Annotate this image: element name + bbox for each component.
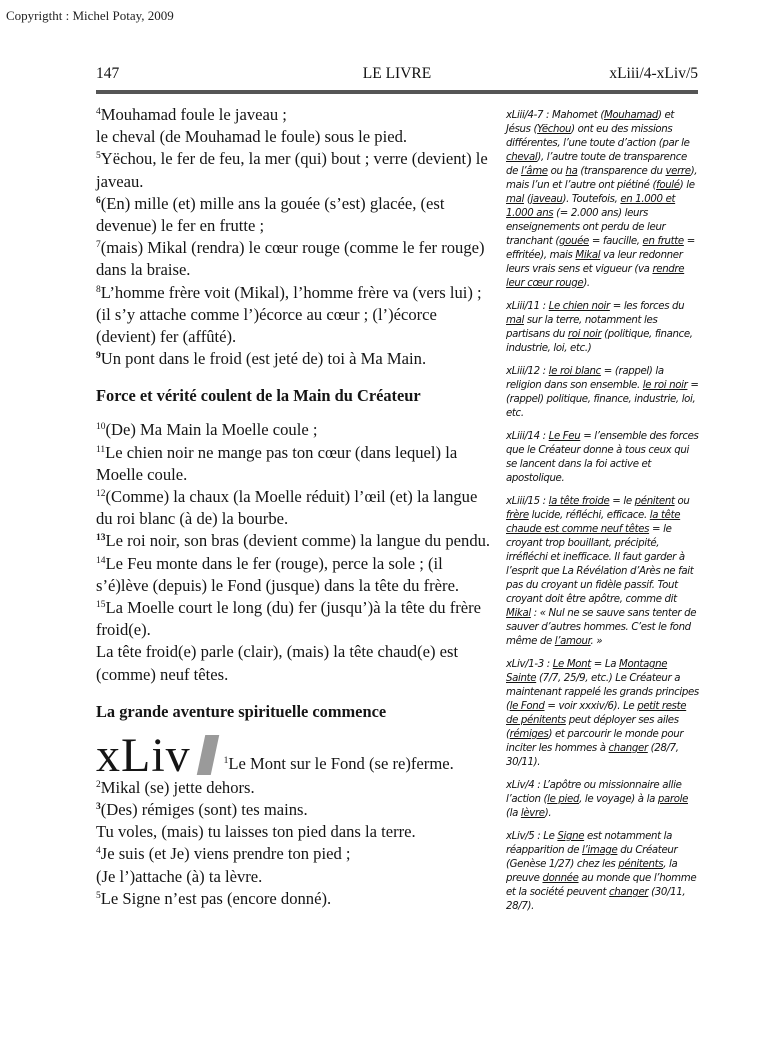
note-key-term: donnée	[542, 873, 579, 884]
commentary-column	[506, 109, 700, 923]
note-text: au monde que l’homme et la société peuvent	[506, 873, 697, 898]
note-key-term: le roi blanc	[548, 366, 601, 377]
verse-text: (Comme) la chaux (la Moelle réduit) l’œil (et) la langue du roi blanc (à de) la bourbe.	[96, 487, 478, 529]
verse	[96, 442, 494, 486]
note-key-term: Montagne Sainte	[506, 659, 668, 684]
note-text: ).	[544, 808, 552, 819]
note-text: xLiii/11 :	[506, 301, 549, 312]
note-key-term: en 1.000 et 1.000 ans	[506, 194, 676, 219]
note-text: ou	[674, 496, 690, 507]
note-text: (transparence du	[577, 166, 666, 177]
note-key-term: Yëchou	[537, 124, 572, 135]
verse	[96, 237, 494, 281]
verse-text: Je suis (et Je) viens prendre ton pied ;	[100, 844, 351, 864]
verse-text: La Moelle court le long (du) fer (jusqu’)à la tête du frère froid(e).	[96, 598, 481, 640]
page-title: LE LIVRE	[362, 65, 432, 82]
verse-text: Le roi noir, son bras (devient comme) la langue du pendu.	[105, 531, 491, 551]
note-text: = (rappel) politique, finance, industrie, loi, etc.	[506, 380, 699, 419]
note-text: lucide, réfléchi, efficace.	[528, 510, 650, 521]
note-text: = (rappel) la religion dans son ensemble.	[506, 366, 664, 391]
note-text: xLiii/12 :	[506, 366, 549, 377]
verse-group-b	[96, 419, 494, 685]
verse-text: le cheval (de Mouhamad le foule) sous le pied.	[96, 127, 408, 147]
verse	[96, 530, 494, 552]
verse-number: 14	[96, 555, 106, 566]
note-text: ), mais l’un et l’autre ont piétiné (	[506, 166, 698, 191]
note-key-term: l’amour	[554, 636, 591, 647]
note-text: = l’ensemble des forces que le Créateur donne à tous ceux qui se lancent dans la foi active et apostolique.	[506, 431, 699, 484]
verse	[96, 597, 494, 641]
verse	[96, 486, 494, 530]
note-text: = faucille,	[588, 236, 643, 247]
note-key-term: pénitent	[634, 496, 675, 507]
note-text: est notamment la réapparition de	[506, 831, 673, 856]
note-text: = La	[590, 659, 619, 670]
commentary-note	[506, 495, 700, 649]
chapter-title: xLiv	[96, 728, 191, 782]
note-text: va leur redonner leurs vrais sens et vigueur (va	[506, 250, 683, 275]
verse-group-a	[96, 104, 494, 370]
note-key-term: frère	[506, 510, 529, 521]
main-text-column	[96, 104, 494, 910]
note-key-term: ha	[565, 166, 578, 177]
verse-text: Mikal (se) jette dehors.	[100, 777, 255, 797]
note-key-term: le pied	[547, 794, 580, 805]
note-key-term: cheval	[506, 152, 538, 163]
verse-text: Un pont dans le froid (est jeté de) toi à Ma Main.	[100, 349, 427, 369]
verse-number: 8	[96, 284, 101, 295]
verse-number: 11	[96, 444, 106, 455]
note-text: = les forces du	[609, 301, 685, 312]
verse-number: 15	[96, 600, 106, 611]
verse-text: (mais) Mikal (rendra) le cœur rouge (comme le fer rouge) dans la braise.	[96, 238, 485, 280]
verse-text: Tu voles, (mais) tu laisses ton pied dans la terre.	[96, 822, 416, 842]
commentary-note	[506, 109, 700, 291]
note-text: ), l’autre toute de transparence de	[506, 152, 687, 177]
verse-text: Mouhamad foule le javeau ;	[100, 105, 287, 124]
note-key-term: Le Feu	[548, 431, 581, 442]
commentary-note	[506, 300, 700, 356]
note-key-term: Mikal	[575, 250, 601, 261]
note-key-term: en frutte	[642, 236, 684, 247]
note-key-term: verre	[665, 166, 691, 177]
note-key-term: roi noir	[567, 329, 602, 340]
note-text: : « Nul ne se sauve sans tenter de sauver d’autres hommes. C’est le fond même de	[506, 608, 697, 647]
note-key-term: la tête chaude est comme neuf têtes	[506, 510, 681, 535]
note-text: ).	[583, 278, 590, 289]
note-text: ) et Jésus (	[506, 110, 675, 135]
verse-number: 6	[96, 195, 101, 206]
verse-number: 4	[96, 846, 101, 857]
note-key-term: rendre leur cœur rouge	[506, 264, 685, 289]
verse	[96, 126, 494, 148]
note-text: xLiv/1-3 :	[506, 659, 553, 670]
header-rule	[96, 90, 698, 94]
verse-text: L’homme frère voit (Mikal), l’homme frère va (vers lui) ; (il s’y attache comme l’)écorce au cœur ; (l’)écorce (devient) fer (affûté).	[96, 282, 482, 347]
verse	[96, 553, 494, 597]
note-key-term: Mikal	[506, 608, 531, 619]
verse-text: (De) Ma Main la Moelle coule ;	[105, 420, 318, 440]
note-text: ) ont eu des missions différentes, l’une toute d’action (par le	[506, 124, 690, 149]
note-text: (	[523, 194, 531, 205]
verse	[96, 148, 494, 192]
note-key-term: l’âme	[520, 166, 548, 177]
note-key-term: rémiges	[509, 729, 549, 740]
verse	[96, 799, 494, 821]
chapter-start	[96, 728, 494, 782]
note-text: xLiv/5 : Le	[506, 831, 558, 842]
verse-number: 5	[96, 151, 101, 162]
verse-group-c	[96, 777, 494, 910]
note-text: = le croyant trop bouillant, précipité, irréfléchi et inefficace. Il faut garder à l’esprit que La Révélation d’Arès ne fait pas du croyant un fidèle passif. Tout croyant doit être apôtre, comme dit	[506, 524, 694, 605]
verse-number: 13	[96, 533, 106, 544]
verse-number: 9	[96, 351, 101, 362]
page-reference: xLiii/4-xLiv/5	[609, 65, 698, 82]
note-text: ou	[547, 166, 566, 177]
note-text: peut déployer ses ailes (	[506, 715, 679, 740]
note-text: xLiii/15 :	[506, 496, 549, 507]
note-key-term: Le Mont	[552, 659, 591, 670]
verse-text: Le Signe n’est pas (encore donné).	[100, 888, 332, 908]
note-key-term: petit reste de pénitents	[506, 701, 687, 726]
note-text: (la	[506, 808, 521, 819]
note-text: (politique, finance, industrie, loi, etc.)	[506, 329, 693, 354]
note-text: , le voyage) à la	[579, 794, 658, 805]
note-text: ). Toutefois,	[562, 194, 621, 205]
note-text: = voir xxxiv/6). Le	[544, 701, 638, 712]
note-text: xLiii/14 :	[506, 431, 549, 442]
note-key-term: javeau	[530, 194, 563, 205]
commentary-note	[506, 430, 700, 486]
verse-number: 2	[96, 779, 101, 790]
note-text: xLiii/4-7 : Mahomet (	[506, 110, 604, 121]
page-number: 147	[96, 65, 120, 82]
verse-text: La tête froid(e) parle (clair), (mais) la tête chaud(e) est (comme) neuf têtes.	[96, 642, 459, 684]
verse	[96, 419, 494, 441]
note-text: , la preuve	[506, 859, 678, 884]
commentary-note	[506, 830, 700, 914]
verse-number: 4	[96, 107, 101, 117]
note-text: ) le	[679, 180, 695, 191]
verse	[96, 282, 494, 349]
note-key-term: mal	[506, 194, 524, 205]
verse	[96, 641, 494, 685]
verse-number: 3	[96, 802, 101, 813]
verse-text: Yëchou, le fer de feu, la mer (qui) bout ; verre (devient) le javeau.	[96, 149, 488, 191]
verse	[96, 866, 494, 888]
page-header	[96, 65, 698, 87]
verse-text: (En) mille (et) mille ans la gouée (s’est) glacée, (est devenue) le fer en fruttе ;	[96, 193, 445, 236]
verse-number: 5	[96, 890, 101, 901]
verse-text: (Je l’)attache (à) ta lèvre.	[96, 866, 263, 886]
note-text: = le	[609, 496, 635, 507]
section-heading: Force et vérité coulent de la Main du Créateur	[96, 386, 421, 406]
commentary-note	[506, 658, 700, 770]
verse-number: 10	[96, 422, 106, 433]
note-text: (= 2.000 ans) leurs enseignements ont perdu de leur tranchant (	[506, 208, 666, 247]
note-key-term: parole	[657, 794, 688, 805]
verse	[96, 888, 494, 910]
verse-number: 7	[96, 240, 101, 251]
note-key-term: l’image	[582, 845, 618, 856]
note-key-term: Signe	[557, 831, 585, 842]
verse	[224, 753, 454, 777]
verse-text: Le chien noir ne mange pas ton cœur (dans lequel) la Moelle coule.	[96, 442, 458, 484]
note-key-term: changer	[609, 887, 649, 898]
note-key-term: la tête froide	[548, 496, 610, 507]
note-text: (7/7, 25/9, etc.) Le Créateur a maintenant rappelé les grands principes (	[506, 673, 699, 712]
note-text: . »	[590, 636, 603, 647]
commentary-note	[506, 779, 700, 821]
section-heading: La grande aventure spirituelle commence	[96, 701, 387, 721]
verse	[96, 193, 494, 237]
note-key-term: pénitents	[618, 859, 664, 870]
note-key-term: le Fond	[509, 701, 545, 712]
note-text: (28/7, 30/11).	[506, 743, 679, 768]
note-key-term: gouée	[559, 236, 589, 247]
verse	[96, 348, 494, 370]
verse	[96, 104, 494, 126]
note-text: sur la terre, notamment les partisans du	[506, 315, 658, 340]
note-key-term: le roi noir	[642, 380, 688, 391]
verse-text: Le Feu monte dans le fer (rouge), perce la sole ; (il s’é)lève (depuis) le Fond (jusque) dans la tête du frère.	[96, 553, 460, 595]
note-key-term: Mouhamad	[603, 110, 658, 121]
note-text: du Créateur (Genèse 1/27) chez les	[506, 845, 678, 870]
verse-text: Le Mont sur le Fond (se re)ferme.	[228, 753, 454, 773]
verse	[96, 843, 494, 865]
note-key-term: foulé	[656, 180, 680, 191]
note-text: ) et parcourir le monde pour inciter les hommes à	[506, 729, 684, 754]
verse	[96, 821, 494, 843]
note-text: = effritée), mais	[506, 236, 695, 261]
copyright-notice: Copyrigtht : Michel Potay, 2009	[6, 8, 174, 23]
note-key-term: Le chien noir	[548, 301, 610, 312]
note-text: xLiv/4 : L’apôtre ou missionnaire allie l’action (	[506, 780, 682, 805]
note-key-term: lèvre	[520, 808, 545, 819]
verse-text: (Des) rémiges (sont) tes mains.	[100, 800, 308, 820]
verse-number: 12	[96, 489, 106, 500]
note-key-term: changer	[608, 743, 648, 754]
verse-number: 1	[223, 755, 229, 766]
note-key-term: mal	[506, 315, 524, 326]
commentary-note	[506, 365, 700, 421]
verse	[96, 777, 494, 799]
note-text: (30/11, 28/7).	[506, 887, 686, 912]
chapter-ornament	[196, 735, 219, 775]
